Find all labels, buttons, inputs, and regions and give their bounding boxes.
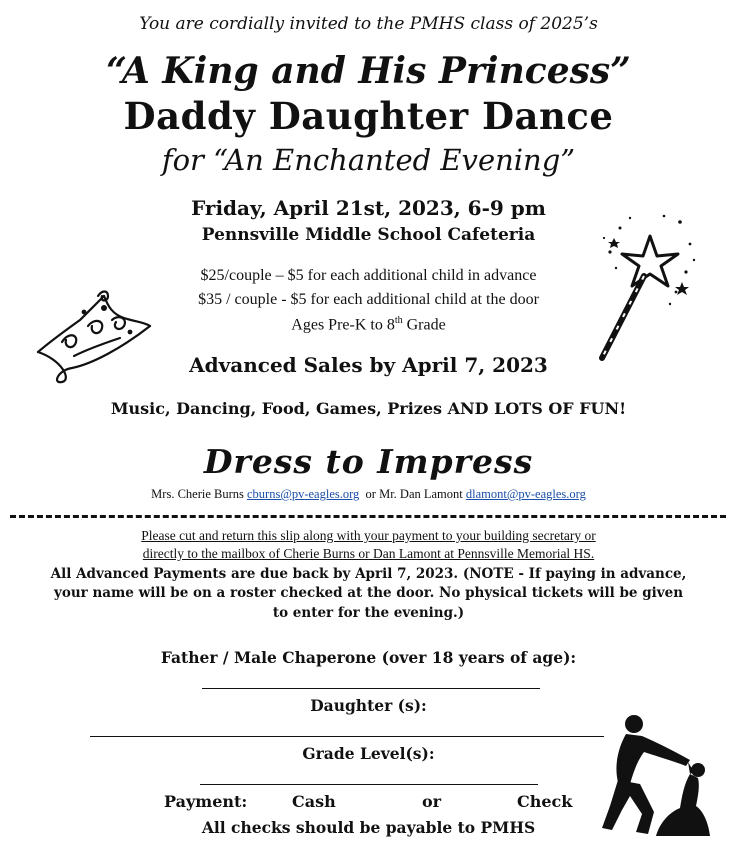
daughter-label: Daughter (s): — [310, 696, 427, 715]
tiara-icon — [32, 290, 160, 388]
checks-payable-note: All checks should be payable to PMHS — [201, 818, 536, 837]
dress-to-impress: Dress to Impress — [203, 442, 534, 481]
father-name-line[interactable] — [202, 688, 540, 689]
contact-line — [0, 487, 737, 502]
email-link-cburns[interactable]: cburns@pv-eagles.org — [247, 487, 360, 501]
father-label: Father / Male Chaperone (over 18 years of age): — [160, 648, 577, 667]
daughter-name-line[interactable] — [90, 736, 604, 737]
payment-cash[interactable]: Cash — [292, 792, 336, 811]
advanced-sales: Advanced Sales by April 7, 2023 — [189, 353, 548, 377]
activities-line: Music, Dancing, Food, Games, Prizes AND LOTS OF FUN! — [110, 399, 627, 418]
slip-instructions-2: directly to the mailbox of Cherie Burns or Dan Lamont at Pennsville Memorial HS. — [142, 546, 595, 561]
dancing-couple-silhouette-icon — [600, 714, 720, 838]
ages-suffix: Grade — [402, 316, 446, 334]
contact-or: or Mr. Dan Lamont — [359, 487, 466, 501]
grade-level-line[interactable] — [200, 784, 538, 785]
magic-wand-icon — [590, 208, 700, 368]
title-king-princess: “A King and His Princess” — [106, 50, 631, 92]
price-door: $35 / couple - $5 for each additional child at the door — [198, 291, 539, 308]
event-date: Friday, April 21st, 2023, 6-9 pm — [191, 196, 546, 220]
payment-label: Payment: — [164, 792, 248, 811]
grade-label: Grade Level(s): — [302, 744, 435, 763]
advance-note-3: to enter for the evening.) — [272, 605, 465, 621]
slip-instructions-1: Please cut and return this slip along with your payment to your building secretary or — [141, 528, 596, 543]
payment-or: or — [422, 792, 442, 811]
title-daddy-daughter-dance: Daddy Daughter Dance — [123, 94, 614, 138]
payment-check[interactable]: Check — [517, 792, 573, 811]
invite-line: You are cordially invited to the PMHS class of 2025’s — [139, 14, 598, 34]
title-enchanted-evening: for “An Enchanted Evening” — [161, 143, 576, 177]
advance-note-2: your name will be on a roster checked at the door. No physical tickets will be given — [53, 585, 684, 601]
advance-note-1: All Advanced Payments are due back by April 7, 2023. (NOTE - If paying in advance, — [50, 566, 687, 582]
price-advance: $25/couple – $5 for each additional child in advance — [200, 267, 537, 284]
ages-sup: th — [394, 315, 403, 326]
contact-name-1: Mrs. Cherie Burns — [151, 487, 247, 501]
cut-line-divider — [10, 515, 726, 518]
event-venue: Pennsville Middle School Cafeteria — [201, 225, 536, 245]
email-link-dlamont[interactable]: dlamont@pv-eagles.org — [465, 487, 586, 501]
ages-prefix: Ages Pre-K to 8 — [291, 316, 395, 334]
